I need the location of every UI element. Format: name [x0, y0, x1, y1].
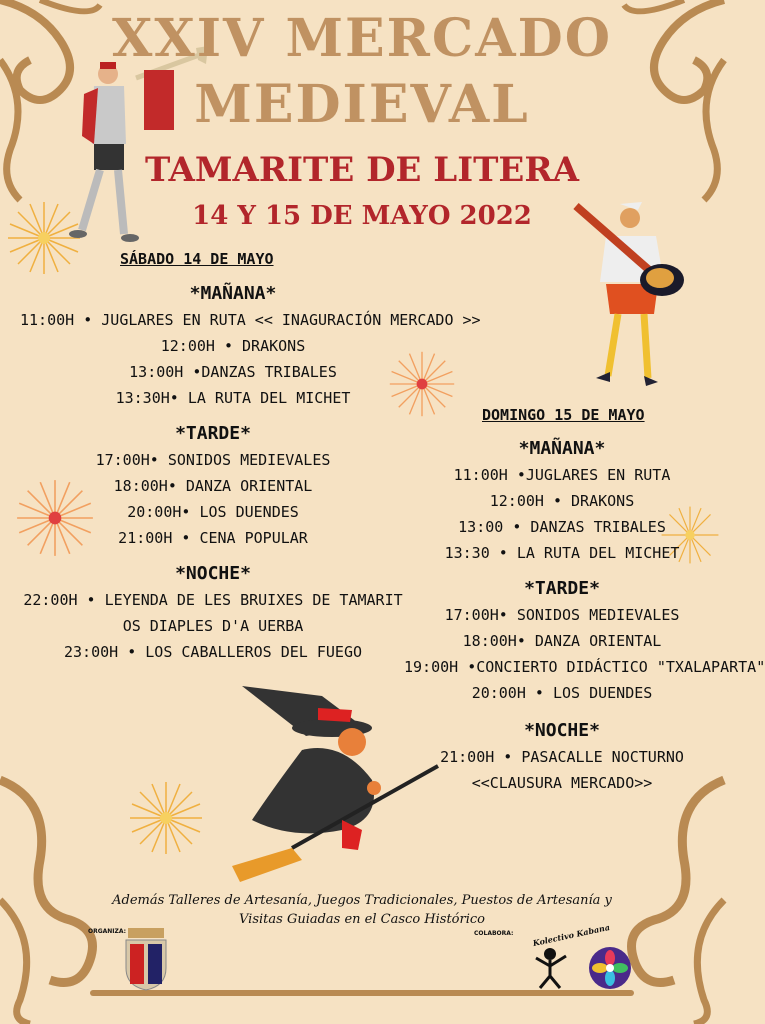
event-item: 11:00H •JUGLARES EN RUTA	[453, 466, 671, 484]
section-label: *NOCHE*	[175, 563, 251, 584]
event-item: 13:00 • DANZAS TRIBALES	[458, 518, 666, 536]
event-item: 12:00H • DRAKONS	[489, 492, 635, 510]
colaborator-logo-icon	[588, 946, 632, 990]
event-item: 21:00H • PASACALLE NOCTURNO	[440, 748, 684, 766]
event-item: 20:00H • LOS DUENDES	[471, 684, 653, 702]
saturday-afternoon	[20, 421, 406, 551]
event-item: 22:00H • LEYENDA DE LES BRUIXES DE TAMARIT	[23, 591, 403, 609]
firework-icon	[128, 780, 204, 856]
sunday-night	[404, 718, 720, 796]
event-item: 18:00H• DANZA ORIENTAL	[462, 632, 662, 650]
event-item: 11:00H • JUGLARES EN RUTA << INAGURACIÓN MERCADO >>	[20, 311, 481, 329]
event-item: <<CLAUSURA MERCADO>>	[471, 774, 653, 792]
section-label: *MAÑANA*	[189, 283, 277, 304]
kabana-logo-text: Kolectivo Kabana	[531, 921, 611, 949]
event-dates: 14 Y 15 DE MAYO 2022	[192, 201, 532, 231]
town-coat-of-arms-icon	[120, 928, 172, 990]
title-line-2: MEDIEVAL	[194, 74, 530, 135]
event-item: 13:00H •DANZAS TRIBALES	[129, 363, 337, 381]
section-label: *NOCHE*	[524, 720, 600, 741]
event-item: 21:00H • CENA POPULAR	[118, 529, 308, 547]
colabora-label: COLABORA:	[474, 930, 514, 937]
event-item: 23:00H • LOS CABALLEROS DEL FUEGO	[63, 643, 362, 661]
footer-note	[0, 891, 724, 929]
event-item: 19:00H •CONCIERTO DIDÁCTICO "TXALAPARTA"	[404, 658, 765, 676]
kabana-logo-icon	[530, 942, 574, 990]
footer-line-1: Además Talleres de Artesanía, Juegos Tradicionales, Puestos de Artesanía y	[112, 893, 612, 908]
title-line-1: XXIV MERCADO	[112, 8, 612, 69]
event-item: 18:00H• DANZA ORIENTAL	[113, 477, 313, 495]
sunday-afternoon	[404, 576, 765, 706]
bottom-border-line	[90, 990, 634, 996]
event-item: 12:00H • DRAKONS	[160, 337, 306, 355]
section-label: *TARDE*	[524, 578, 600, 599]
section-label: *TARDE*	[175, 423, 251, 444]
sunday-morning	[404, 436, 720, 566]
town-name: TAMARITE DE LITERA	[145, 150, 579, 190]
footer-line-2: Visitas Guiadas en el Casco Histórico	[239, 912, 485, 927]
event-item: 17:00H• SONIDOS MEDIEVALES	[444, 606, 680, 624]
section-label: *MAÑANA*	[518, 438, 606, 459]
event-item: 13:30H• LA RUTA DEL MICHET	[115, 389, 351, 407]
organiza-label: ORGANIZA:	[88, 928, 127, 935]
saturday-night	[20, 561, 406, 665]
sunday-heading: DOMINGO 15 DE MAYO	[482, 406, 645, 424]
event-item: 13:30 • LA RUTA DEL MICHET	[444, 544, 680, 562]
saturday-heading: SÁBADO 14 DE MAYO	[120, 250, 274, 268]
saturday-morning	[20, 281, 481, 411]
event-item: 17:00H• SONIDOS MEDIEVALES	[95, 451, 331, 469]
event-item: 20:00H• LOS DUENDES	[127, 503, 299, 521]
event-item: OS DIAPLES D'A UERBA	[122, 617, 304, 635]
